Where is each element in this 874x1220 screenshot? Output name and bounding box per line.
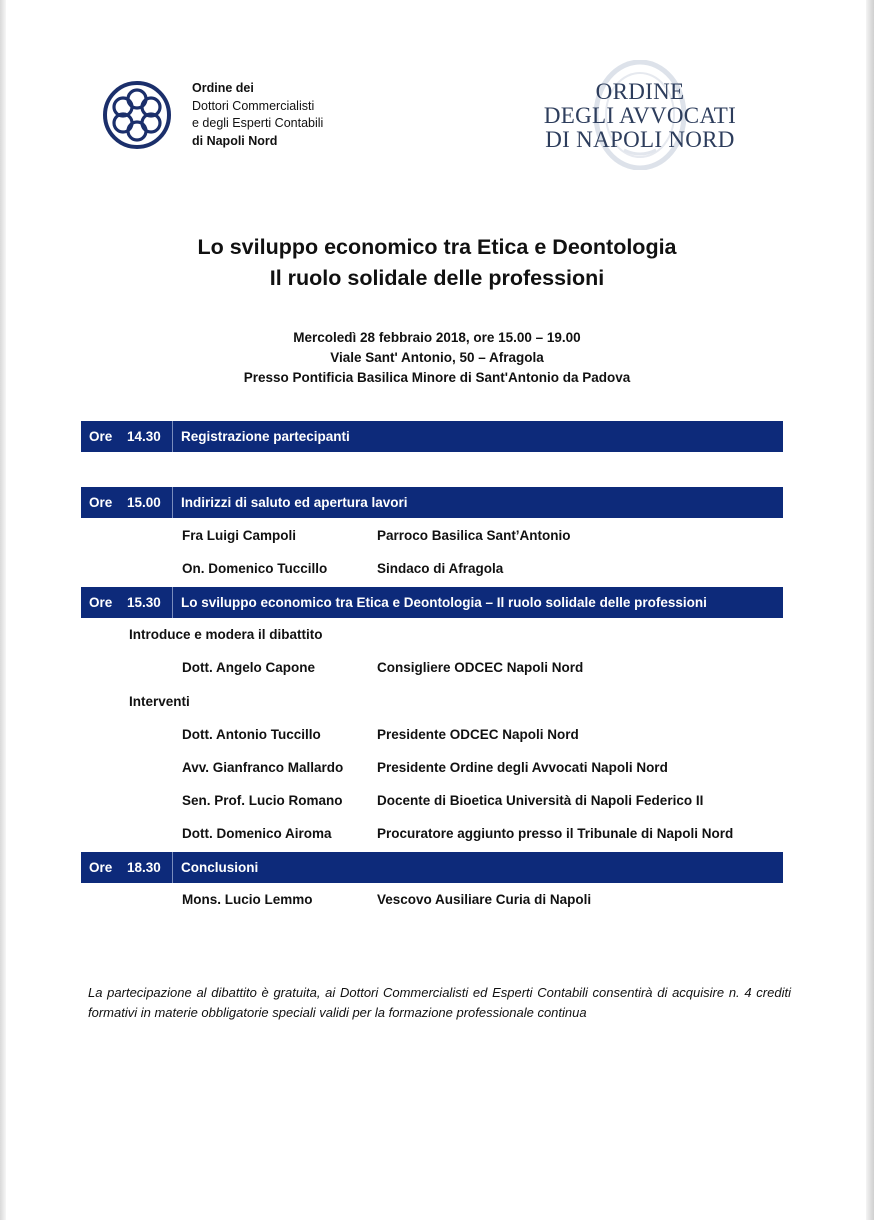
speaker-role: Presidente Ordine degli Avvocati Napoli Nord	[377, 760, 668, 775]
avvocati-line-3: DI NAPOLI NORD	[545, 127, 735, 152]
avvocati-line-2: DEGLI AVVOCATI	[543, 103, 737, 128]
avvocati-line-1: ORDINE	[595, 79, 685, 104]
program-bar-main-session	[81, 587, 783, 618]
event-info	[0, 328, 874, 388]
avvocati-logo	[540, 60, 740, 170]
bar-time: 15.00	[121, 487, 173, 518]
program-bar-registration	[81, 421, 783, 452]
bar-label: Registrazione partecipanti	[181, 429, 350, 444]
moderator-heading: Introduce e modera il dibattito	[129, 627, 323, 642]
odcec-line-2: Dottori Commercialisti	[192, 98, 315, 113]
speaker-name: Dott. Domenico Airoma	[182, 826, 332, 841]
odcec-logo-icon	[102, 80, 172, 150]
program-bar-conclusions	[81, 852, 783, 883]
moderator-role: Consigliere ODCEC Napoli Nord	[377, 660, 584, 675]
bar-ore-label: Ore	[89, 495, 113, 510]
moderator-name: Dott. Angelo Capone	[182, 660, 315, 675]
footer-note: La partecipazione al dibattito è gratuita, ai Dottori Commercialisti ed Esperti Contabili consentirà di acquisire n. 4 crediti formativi in materie obbligatorie speciali validi per la formazione professionale continua	[88, 985, 791, 1020]
speaker-name: Avv. Gianfranco Mallardo	[182, 760, 344, 775]
bar-time: 15.30	[121, 587, 173, 618]
odcec-line-3: e degli Esperti Contabili	[192, 116, 324, 130]
event-date-time: Mercoledì 28 febbraio 2018, ore 15.00 – 19.00	[293, 330, 581, 345]
avvocati-org-name	[540, 80, 740, 152]
conclusions-role: Vescovo Ausiliare Curia di Napoli	[377, 892, 592, 907]
bar-ore-label: Ore	[89, 595, 113, 610]
speaker-name: Dott. Antonio Tuccillo	[182, 727, 321, 742]
page-edge-right	[866, 0, 874, 1220]
program-bar-greetings	[81, 487, 783, 518]
speaker-role: Procuratore aggiunto presso il Tribunale di Napoli Nord	[377, 826, 734, 841]
bar-time: 18.30	[121, 852, 173, 883]
odcec-line-1: Ordine dei	[192, 81, 254, 95]
page-edge-left	[0, 0, 6, 1220]
bar-label: Indirizzi di saluto ed apertura lavori	[181, 495, 408, 510]
conclusions-name: Mons. Lucio Lemmo	[182, 892, 313, 907]
bar-ore-label: Ore	[89, 429, 113, 444]
event-venue: Presso Pontificia Basilica Minore di Sant'Antonio da Padova	[243, 370, 631, 385]
title-line-1: Lo sviluppo economico tra Etica e Deontologia	[197, 235, 677, 259]
bar-time: 14.30	[121, 421, 173, 452]
bar-ore-label: Ore	[89, 860, 113, 875]
greeting-role: Sindaco di Afragola	[377, 561, 504, 576]
speakers-heading: Interventi	[129, 694, 190, 709]
greeting-role: Parroco Basilica Sant’Antonio	[377, 528, 571, 543]
event-address: Viale Sant' Antonio, 50 – Afragola	[330, 350, 544, 365]
speaker-name: Sen. Prof. Lucio Romano	[182, 793, 343, 808]
odcec-line-4: di Napoli Nord	[192, 133, 278, 148]
bar-label: Conclusioni	[181, 860, 259, 875]
odcec-org-name	[192, 80, 323, 150]
title-line-2: Il ruolo solidale delle professioni	[269, 266, 605, 290]
greeting-name: Fra Luigi Campoli	[182, 528, 297, 543]
speaker-role: Presidente ODCEC Napoli Nord	[377, 727, 579, 742]
bar-label: Lo sviluppo economico tra Etica e Deontologia – Il ruolo solidale delle professioni	[181, 595, 707, 610]
event-title	[0, 232, 874, 294]
speaker-role: Docente di Bioetica Università di Napoli Federico II	[377, 793, 704, 808]
greeting-name: On. Domenico Tuccillo	[182, 561, 328, 576]
